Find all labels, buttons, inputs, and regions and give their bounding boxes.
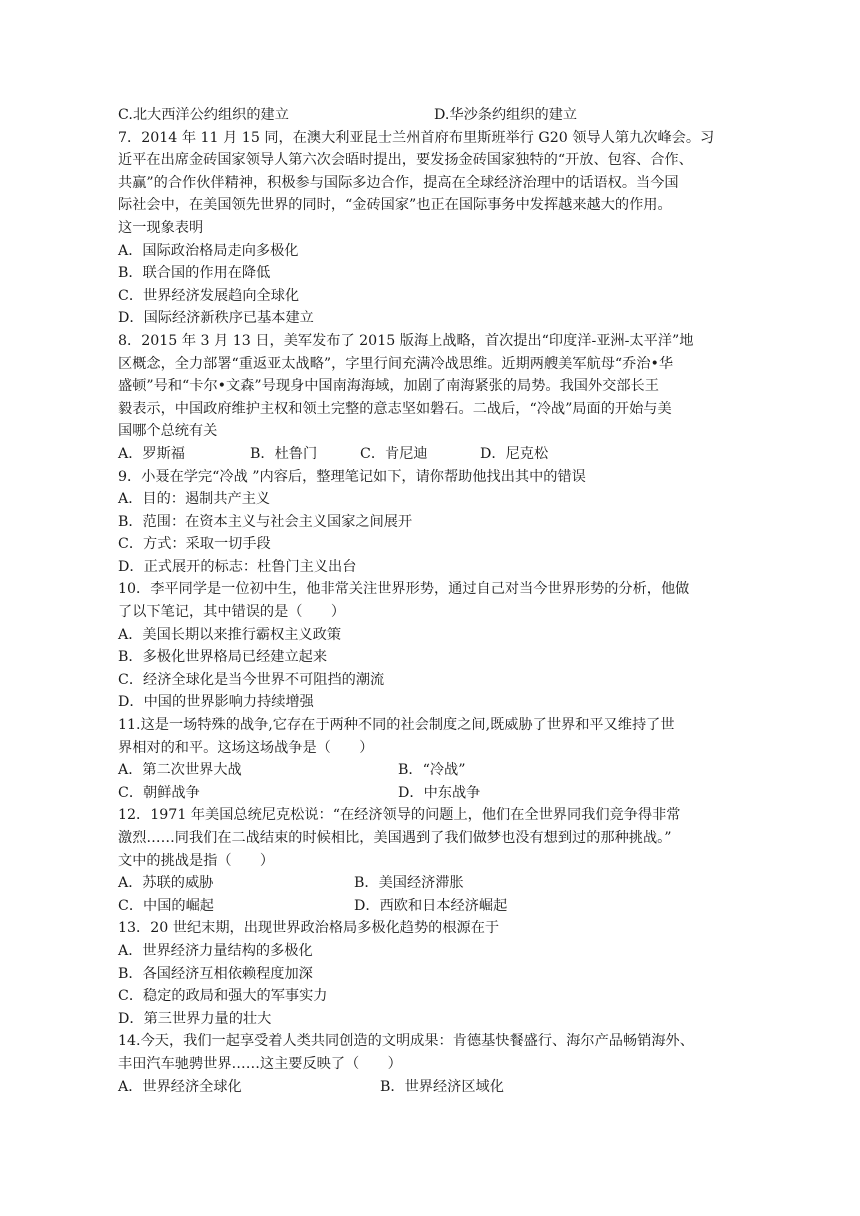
question-text-line: 界相对的和平。这场这场战争是（ ）	[118, 739, 374, 756]
option-b: B．“冷战”	[398, 762, 466, 779]
question-14	[118, 1030, 744, 1098]
option-c: C．中国的崛起	[118, 897, 214, 914]
option-a: A．目的：遏制共产主义	[118, 491, 271, 508]
question-10	[118, 578, 744, 714]
option-d: D.华沙条约组织的建立	[434, 107, 578, 123]
option-c: C．稳定的政局和强大的军事实力	[118, 988, 328, 1005]
option-a: A．世界经济全球化	[118, 1078, 242, 1095]
question-text-line: 文中的挑战是指（ ）	[118, 852, 275, 869]
option-d: D．尼克松	[480, 445, 549, 462]
option-b: B．联合国的作用在降低	[118, 265, 271, 282]
question-11	[118, 714, 744, 804]
question-9	[118, 466, 744, 579]
option-b: B．美国经济滞胀	[354, 875, 464, 892]
options-row	[118, 1076, 744, 1099]
options-row	[118, 872, 744, 895]
option-c: C．朝鲜战争	[118, 784, 200, 801]
option-d: D．第三世界力量的壮大	[118, 1010, 272, 1027]
option-d: D．正式展开的标志：杜鲁门主义出台	[118, 558, 357, 575]
question-text-line: 9．小聂在学完“冷战 ”内容后，整理笔记如下，请你帮助他找出其中的错误	[118, 468, 586, 485]
option-b: B．各国经济互相依赖程度加深	[118, 965, 313, 982]
question-text-line: 盛顿”号和“卡尔•文森”号现身中国南海海域，加剧了南海紧张的局势。我国外交部长王	[118, 378, 659, 395]
question-13	[118, 917, 744, 1030]
question-text-line: 10．李平同学是一位初中生，他非常关注世界形势，通过自己对当今世界形势的分析，他做	[118, 581, 690, 598]
continued-options-row	[118, 104, 744, 127]
option-d: D．国际经济新秩序已基本建立	[118, 310, 314, 327]
option-d: D．中东战争	[398, 784, 481, 801]
options-row	[118, 443, 744, 466]
option-a: A．美国长期以来推行霸权主义政策	[118, 626, 342, 643]
option-b: B．世界经济区域化	[380, 1078, 504, 1095]
question-text-line: 际社会中，在美国领先世界的同时，“金砖国家”也正在国际事务中发挥越来越大的作用。	[118, 197, 672, 214]
option-c: C．方式：采取一切手段	[118, 536, 271, 553]
question-text-line: 区概念，全力部署“重返亚太战略”，字里行间充满冷战思维。近期两艘美军航母“乔治•华	[118, 355, 674, 372]
option-a: A．国际政治格局走向多极化	[118, 242, 299, 259]
question-text-line: 12．1971 年美国总统尼克松说：“在经济领导的问题上，他们在全世界同我们竞争得非常	[118, 807, 681, 824]
option-b: B．多极化世界格局已经建立起来	[118, 649, 328, 666]
question-text-line: 国哪个总统有关	[118, 423, 218, 440]
option-a: A．苏联的威胁	[118, 875, 214, 892]
option-d: D．中国的世界影响力持续增强	[118, 694, 314, 711]
question-text-line: 13．20 世纪末期，出现世界政治格局多极化趋势的根源在于	[118, 920, 500, 937]
question-text-line: 共赢”的合作伙伴精神，积极参与国际多边合作，提高在全球经济治理中的话语权。当今国	[118, 174, 679, 191]
option-c: C．肯尼迪	[360, 445, 428, 462]
options-row	[118, 782, 744, 805]
option-c: C.北大西洋公约组织的建立	[118, 107, 289, 123]
option-b: B．杜鲁门	[250, 445, 318, 462]
question-text-line: 7．2014 年 11 月 15 同，在澳大利亚昆士兰州首府布里斯班举行 G20 领导人第九次峰会。习	[118, 129, 715, 146]
question-text-line: 丰田汽车驰骋世界……这主要反映了（ ）	[118, 1055, 402, 1072]
question-text-line: 激烈……同我们在二战结束的时候相比，美国遇到了我们做梦也没有想到过的那种挑战。”	[118, 830, 672, 846]
options-row	[118, 895, 744, 918]
options-row	[118, 759, 744, 782]
question-text-line: 近平在出席金砖国家领导人第六次会晤时提出，要发扬金砖国家独特的“开放、包容、合作、	[118, 152, 693, 169]
option-a: A．世界经济力量结构的多极化	[118, 942, 313, 959]
option-a: A．罗斯福	[118, 445, 185, 462]
question-12	[118, 804, 744, 917]
question-text-line: 这一现象表明	[118, 219, 204, 236]
question-text-line: 11.这是一场特殊的战争,它存在于两种不同的社会制度之间,既威胁了世界和平又维持了世	[118, 717, 675, 734]
question-7	[118, 127, 744, 330]
option-c: C．世界经济发展趋向全球化	[118, 287, 300, 304]
question-text-line: 毅表示，中国政府维护主权和领土完整的意志坚如磐石。二战后，“冷战”局面的开始与美	[118, 400, 672, 417]
question-text-line: 14.今天，我们一起享受着人类共同创造的文明成果：肯德基快餐盛行、海尔产品畅销海外、	[118, 1033, 694, 1050]
option-a: A．第二次世界大战	[118, 762, 242, 779]
option-d: D．西欧和日本经济崛起	[354, 897, 508, 914]
option-b: B．范围：在资本主义与社会主义国家之间展开	[118, 513, 413, 530]
exam-page	[118, 104, 744, 1098]
question-text-line: 了以下笔记，其中错误的是（ ）	[118, 604, 346, 621]
question-8	[118, 330, 744, 466]
question-text-line: 8．2015 年 3 月 13 日，美军发布了 2015 版海上战略，首次提出“印度洋-亚洲-太平洋”地	[118, 332, 694, 349]
option-c: C．经济全球化是当今世界不可阻挡的潮流	[118, 671, 385, 688]
